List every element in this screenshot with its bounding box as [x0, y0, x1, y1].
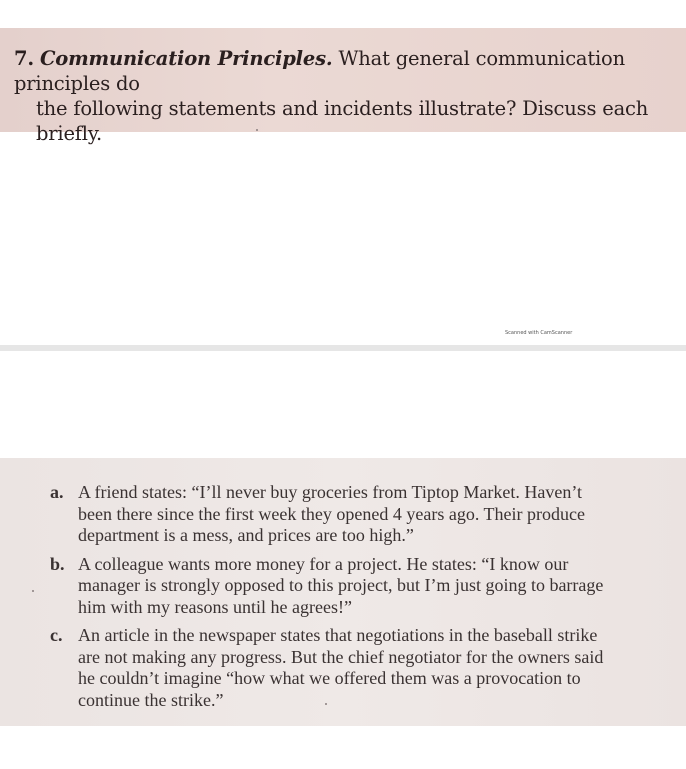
item-line: been there since the first week they opened 4 years ago. Their produce	[78, 503, 585, 524]
item-list	[50, 482, 665, 718]
item-line: department is a mess, and prices are too high.”	[78, 525, 414, 545]
item-line: he couldn’t imagine “how what we offered them was a provocation to	[78, 668, 581, 688]
page-divider	[0, 345, 686, 351]
item-line: An article in the newspaper states that negotiations in the baseball strike	[78, 625, 598, 645]
item-text	[78, 482, 585, 547]
item-line: A colleague wants more money for a project. He states: “I know our	[78, 553, 569, 574]
item-text	[78, 554, 603, 619]
question-block	[14, 46, 674, 146]
list-item-b	[50, 554, 665, 619]
item-text	[78, 625, 603, 711]
item-line: are not making any progress. But the chief negotiator for the owners said	[78, 646, 604, 667]
item-line: continue the strike.”	[78, 689, 224, 710]
item-marker: c.	[50, 625, 63, 645]
item-line: him with my reasons until he agrees!”	[78, 596, 352, 617]
question-text-line-2: the following statements and incidents illustrate? Discuss each briefly.	[36, 97, 649, 145]
scan-speck	[256, 129, 258, 131]
item-marker: b.	[50, 553, 65, 574]
item-marker: a.	[50, 482, 64, 502]
list-item-c	[50, 625, 665, 711]
question-text-line-1: What general communication principles do	[14, 47, 625, 95]
scanner-watermark: Scanned with CamScanner	[505, 330, 573, 336]
question-number: 7.	[14, 47, 34, 70]
scan-speck	[325, 703, 327, 705]
question-title: Communication Principles.	[39, 47, 333, 70]
item-line: A friend states: “I’ll never buy groceries from Tiptop Market. Haven’t	[78, 482, 583, 502]
scan-speck	[32, 590, 34, 592]
list-item-a	[50, 482, 665, 547]
item-line: manager is strongly opposed to this project, but I’m just going to barrage	[78, 575, 604, 595]
